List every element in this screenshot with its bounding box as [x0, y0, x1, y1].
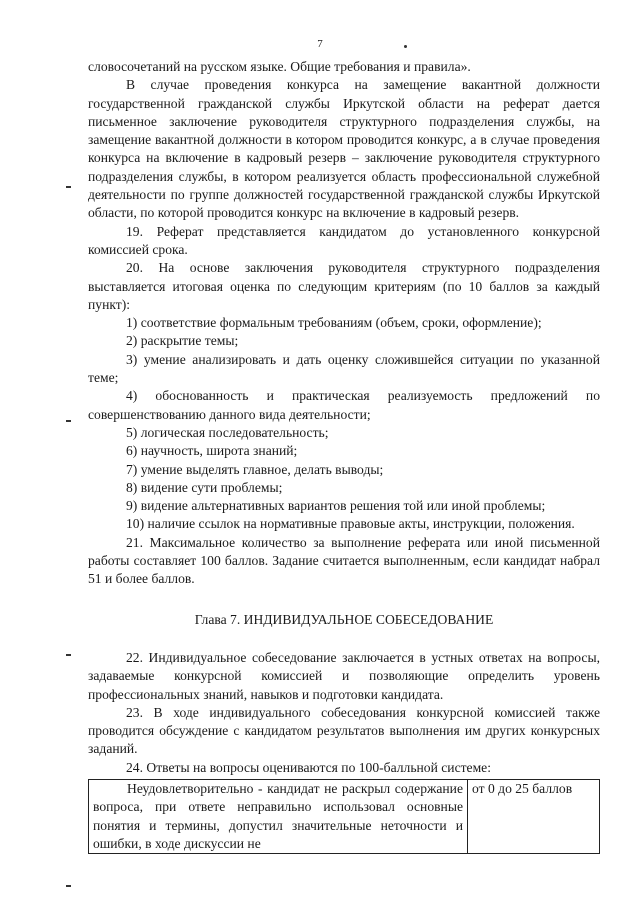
criteria-item: 3) умение анализировать и дать оценку сложившейся ситуации по указанной теме;	[88, 351, 600, 386]
criteria-item: 2) раскрытие темы;	[126, 333, 239, 349]
paragraph-22: 22. Индивидуальное собеседование заключается в устных ответах на вопросы, задаваемые конкурсной комиссией и позволяющие определить уровень профессиональных знаний, навыков и подготовки кандидата.	[88, 649, 600, 702]
margin-mark	[66, 885, 71, 887]
criteria-list	[88, 314, 600, 534]
scan-artifact-dot	[404, 45, 407, 48]
criteria-item: 8) видение сути проблемы;	[126, 479, 283, 495]
criteria-item: 7) умение выделять главное, делать выводы;	[126, 461, 384, 477]
criteria-item: 10) наличие ссылок на нормативные правовые акты, инструкции, положения.	[126, 516, 575, 532]
margin-mark	[66, 186, 71, 188]
margin-mark	[66, 420, 71, 422]
paragraph-23: 23. В ходе индивидуального собеседования конкурсной комиссией также проводится обсуждение с кандидатом результатов выполнения им других конкурсных заданий.	[88, 704, 600, 757]
criteria-item: 9) видение альтернативных вариантов решения той или иной проблемы;	[126, 498, 546, 514]
page-number: 7	[317, 38, 323, 50]
paragraph-continuation: словосочетаний на русском языке. Общие требования и правила».	[88, 59, 471, 74]
chapter-title: Глава 7. ИНДИВИДУАЛЬНОЕ СОБЕСЕДОВАНИЕ	[194, 611, 494, 627]
score-description-cell: Неудовлетворительно - кандидат не раскрыл содержание вопроса, при ответе неправильно использовал основные понятия и термины, допустил значительные неточности и ошибки, в ходе дискуссии не	[89, 779, 468, 853]
score-table	[88, 779, 600, 854]
criteria-item: 4) обоснованность и практическая реализуемость предложений по совершенствованию данного вида деятельности;	[88, 388, 600, 422]
paragraph-24: 24. Ответы на вопросы оцениваются по 100-балльной системе:	[126, 759, 491, 775]
paragraph-19: 19. Реферат представляется кандидатом до установленного конкурсной комиссией срока.	[88, 223, 600, 257]
paragraph-referat-conclusion: В случае проведения конкурса на замещение вакантной должности государственной гражданской службы Иркутской области на реферат дается письменное заключение руководителя структурного подразделения службы, на замещение вакантной должности в котором проводится конкурс, а в случае проведения конкурса на включение в кадровый резерв – заключение руководителя структурного подразделения службы, в котором реализуется область профессиональной служебной деятельности по группе должностей государственной гражданской службы Иркутской области, по которой проводится конкурс на включение в кадровый резерв.	[88, 77, 600, 221]
paragraph-20: 20. На основе заключения руководителя структурного подразделения выставляется итоговая оценка по следующим критериям (по 10 баллов за каждый пункт):	[88, 260, 600, 312]
paragraph-21: 21. Максимальное количество за выполнение реферата или иной письменной работы составляет 100 баллов. Задание считается выполненным, если кандидат набрал 51 и более баллов.	[88, 534, 600, 587]
criteria-item: 6) научность, широта знаний;	[126, 443, 298, 459]
criteria-item: 1) соответствие формальным требованиям (объем, сроки, оформление);	[126, 315, 542, 331]
margin-mark	[66, 654, 71, 656]
table-row	[89, 779, 600, 853]
criteria-item: 5) логическая последовательность;	[126, 424, 329, 440]
document-body	[88, 58, 600, 854]
score-range-cell: от 0 до 25 баллов	[468, 779, 600, 853]
